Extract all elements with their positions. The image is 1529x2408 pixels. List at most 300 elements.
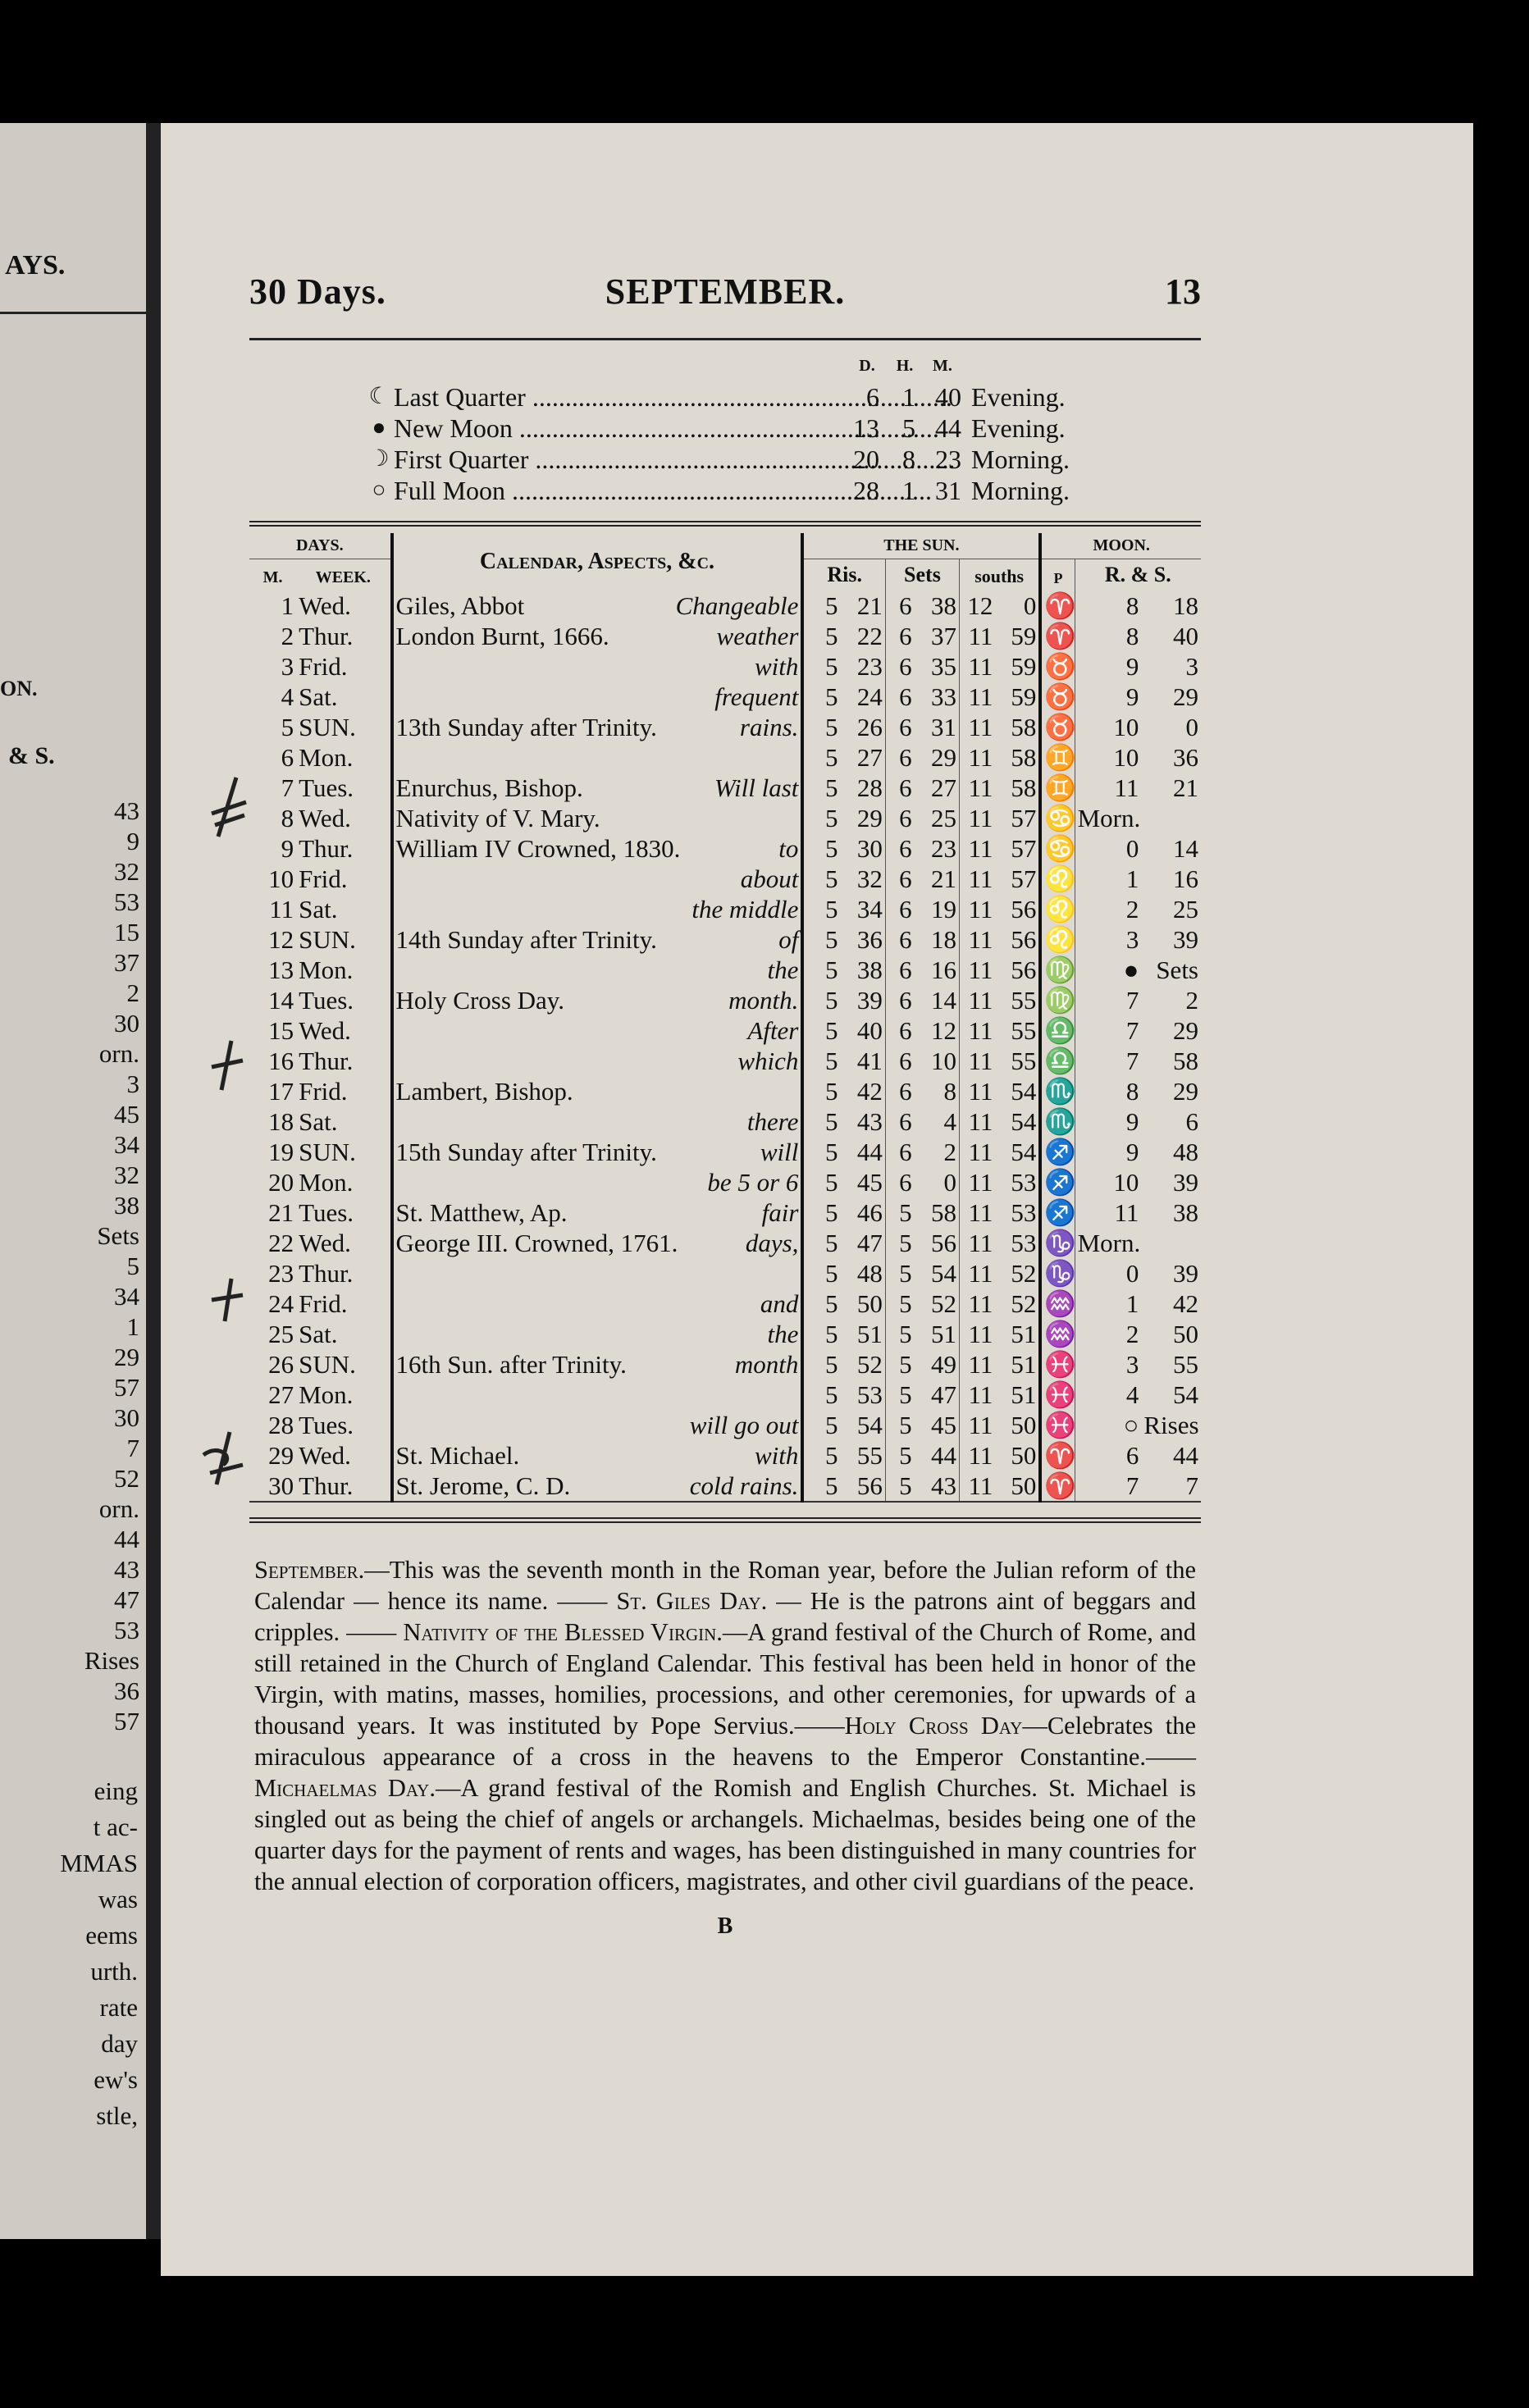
moon-rise-hour: 11 (1075, 773, 1141, 803)
moon-rise-hour: 3 (1075, 1349, 1141, 1380)
sunrise-minute: 28 (856, 773, 883, 802)
sun-souths-minute: 57 (1011, 804, 1037, 832)
sunset-minute: 25 (930, 804, 956, 832)
sunrise-minute: 24 (856, 682, 883, 711)
head-place: P (1040, 559, 1075, 591)
weather-aspect: there (746, 1107, 799, 1136)
weather-aspect: days, (745, 1229, 799, 1257)
sunrise-hour: 5 (802, 712, 840, 742)
sun-souths-minute: 56 (1011, 925, 1037, 954)
moon-rise-minute: 38 (1173, 1198, 1198, 1227)
sunset-minute: 35 (930, 652, 956, 681)
table-row (249, 1471, 1201, 1502)
month-title: SEPTEMBER. (605, 271, 846, 312)
head-moon: MOON. (1040, 533, 1201, 559)
moon-place-sign: ♈ (1040, 621, 1075, 651)
sunrise-hour: 5 (802, 803, 840, 833)
moon-rise-minute: Sets (1156, 955, 1198, 984)
sun-souths-minute: 59 (1011, 652, 1037, 681)
facing-page-cell: orn. (98, 1494, 139, 1523)
sunrise-minute: 47 (856, 1229, 883, 1257)
calendar-entry (392, 682, 636, 712)
sunset-hour: 6 (885, 712, 914, 742)
note-text-1: —This was the seventh month in the Roman year, before the Julian reform of the Calendar — hence its name. —— (254, 1556, 1196, 1615)
sun-souths-minute: 52 (1011, 1259, 1037, 1288)
sun-souths-minute: 56 (1011, 955, 1037, 984)
sunset-minute: 0 (943, 1168, 956, 1197)
phase-name: First Quarter ..... (394, 444, 837, 475)
sun-souths-hour: 11 (959, 955, 995, 985)
head-calendar: Calendar, Aspects, &c. (392, 533, 803, 591)
moon-place-sign: ♏ (1040, 1106, 1075, 1137)
weather-aspect: and (760, 1289, 799, 1318)
calendar-entry (392, 1167, 636, 1197)
sunrise-minute: 30 (856, 834, 883, 863)
bottom-double-rule (249, 1517, 1201, 1523)
weather-aspect (635, 1076, 802, 1106)
double-rule (249, 521, 1201, 527)
phase-hour: 5 (902, 413, 915, 443)
sunrise-minute: 34 (856, 895, 883, 924)
day-of-week: Wed. (299, 1229, 351, 1257)
table-row (249, 924, 1201, 955)
sun-souths-hour: 11 (959, 1471, 995, 1502)
table-row (249, 682, 1201, 712)
moon-place-sign: ♐ (1040, 1167, 1075, 1197)
day-of-week: Tues. (299, 986, 354, 1015)
table-row (249, 1106, 1201, 1137)
day-of-month: 23 (268, 1259, 294, 1288)
moon-rise-hour: 7 (1075, 1046, 1141, 1076)
table-row (249, 651, 1201, 682)
weather-aspect: cold rains. (635, 1471, 802, 1502)
sunset-hour: 6 (885, 682, 914, 712)
sunset-minute: 37 (930, 622, 956, 650)
sunrise-minute: 22 (856, 622, 883, 650)
table-row (249, 894, 1201, 924)
weather-aspect: the (767, 1320, 799, 1348)
sun-souths-hour: 11 (959, 1015, 995, 1046)
sun-souths-hour: 11 (959, 1349, 995, 1380)
facing-page-cell: 34 (114, 1130, 139, 1159)
moon-place-sign: ♓ (1040, 1380, 1075, 1410)
sunset-minute: 56 (930, 1229, 956, 1257)
sun-souths-hour: 11 (959, 1137, 995, 1167)
sunrise-minute: 39 (856, 986, 883, 1015)
phase-time: Morning. (971, 476, 1070, 505)
day-of-week: Mon. (299, 1168, 354, 1197)
sun-souths-hour: 11 (959, 1076, 995, 1106)
sunset-hour: 5 (885, 1228, 914, 1258)
sunrise-minute: 21 (856, 591, 883, 620)
calendar-entry (392, 742, 636, 773)
sunset-minute: 54 (930, 1259, 956, 1288)
sunrise-hour: 5 (802, 1137, 840, 1167)
weather-aspect: to (778, 834, 799, 863)
moon-rise-minute: 29 (1173, 1016, 1198, 1045)
weather-aspect: the (767, 955, 799, 984)
moon-rise-minute (1141, 1228, 1201, 1258)
head-rises: Ris. (802, 559, 885, 591)
table-row (249, 1015, 1201, 1046)
sunrise-hour: 5 (802, 1319, 840, 1349)
moon-place-sign: ♌ (1040, 894, 1075, 924)
moon-place-sign: ♓ (1040, 1349, 1075, 1380)
moon-rise-hour: ● (1075, 955, 1141, 985)
sunrise-minute: 52 (856, 1350, 883, 1379)
moon-rise-hour: Morn. (1075, 1228, 1141, 1258)
sunset-minute: 4 (943, 1107, 956, 1136)
moon-rise-hour: 10 (1075, 742, 1141, 773)
sunrise-hour: 5 (802, 773, 840, 803)
sunset-hour: 5 (885, 1380, 914, 1410)
sun-souths-hour: 11 (959, 1228, 995, 1258)
phase-minute: 44 (935, 413, 961, 443)
sunrise-hour: 5 (802, 894, 840, 924)
day-of-week: SUN. (299, 713, 356, 741)
day-of-month: 14 (268, 986, 294, 1015)
sunrise-minute: 55 (856, 1441, 883, 1470)
head-rises-sets: R. & S. (1075, 559, 1201, 591)
day-of-month: 9 (281, 834, 294, 863)
day-of-month: 4 (281, 682, 294, 711)
calendar-entry: St. Michael. (392, 1440, 636, 1471)
table-row (249, 1137, 1201, 1167)
phase-hour: 1 (902, 382, 915, 412)
sunset-hour: 6 (885, 591, 914, 621)
table-row (249, 1440, 1201, 1471)
sunset-minute: 58 (930, 1198, 956, 1227)
sun-souths-hour: 11 (959, 682, 995, 712)
moon-rise-minute: 55 (1173, 1350, 1198, 1379)
sunrise-minute: 26 (856, 713, 883, 741)
sun-souths-minute: 51 (1011, 1380, 1037, 1409)
day-of-week: Frid. (299, 652, 348, 681)
facing-page-cell: 38 (114, 1191, 139, 1220)
table-row (249, 1228, 1201, 1258)
moon-rise-minute: 39 (1173, 925, 1198, 954)
facing-page-cell: 3 (126, 1069, 139, 1098)
sunrise-minute: 40 (856, 1016, 883, 1045)
facing-page-note-line: stle, (96, 2101, 138, 2130)
sunrise-hour: 5 (802, 591, 840, 621)
phase-time: Evening. (971, 413, 1066, 443)
sunset-minute: 27 (930, 773, 956, 802)
moon-place-sign: ♍ (1040, 985, 1075, 1015)
table-row (249, 1319, 1201, 1349)
pencil-mark-3 (207, 1275, 248, 1325)
facing-page-cell: Sets (97, 1221, 139, 1250)
moon-rise-minute: 44 (1173, 1441, 1198, 1470)
sun-souths-minute: 54 (1011, 1077, 1037, 1106)
phase-time: Morning. (971, 445, 1070, 474)
calendar-entry: St. Jerome, C. D. (392, 1471, 636, 1502)
facing-page-cell: 57 (114, 1707, 139, 1735)
moon-place-sign: ♋ (1040, 803, 1075, 833)
day-of-month: 2 (281, 622, 294, 650)
weather-aspect: which (737, 1047, 799, 1075)
moon-rise-hour: 4 (1075, 1380, 1141, 1410)
head-month-day: M. (249, 559, 296, 591)
day-of-week: Mon. (299, 743, 354, 772)
day-of-week: Sat. (299, 682, 338, 711)
facing-page-cell: 57 (114, 1373, 139, 1402)
moon-rise-hour: 9 (1075, 1137, 1141, 1167)
moon-rise-hour: 8 (1075, 591, 1141, 621)
day-of-month: 30 (249, 1471, 296, 1502)
weather-aspect: weather (716, 622, 799, 650)
moon-rise-minute: 16 (1173, 864, 1198, 893)
moon-place-sign: ♉ (1040, 682, 1075, 712)
sunset-hour: 6 (885, 651, 914, 682)
sunrise-hour: 5 (802, 985, 840, 1015)
sunrise-hour: 5 (802, 621, 840, 651)
sun-souths-hour: 11 (959, 1258, 995, 1288)
table-row (249, 1380, 1201, 1410)
sunset-minute: 10 (930, 1047, 956, 1075)
moon-rise-hour: 0 (1075, 1258, 1141, 1288)
day-of-month: 11 (269, 895, 294, 924)
table-row (249, 803, 1201, 833)
phase-symbol-icon: ☾ (368, 384, 390, 409)
moon-rise-minute: 6 (1185, 1107, 1198, 1136)
sunset-hour: 6 (885, 864, 914, 894)
moon-place-sign: ♏ (1040, 1076, 1075, 1106)
day-of-month: 20 (268, 1168, 294, 1197)
sun-souths-hour: 12 (959, 591, 995, 621)
phase-minute: 23 (935, 445, 961, 474)
sunset-hour: 6 (885, 803, 914, 833)
calendar-entry (392, 1380, 636, 1410)
moon-place-sign: ♑ (1040, 1228, 1075, 1258)
facing-page-cell: 9 (126, 827, 139, 855)
day-of-month: 13 (268, 955, 294, 984)
facing-page-cell: 47 (114, 1585, 139, 1614)
sun-souths-hour: 11 (959, 1197, 995, 1228)
sunrise-minute: 46 (856, 1198, 883, 1227)
moon-place-sign: ♉ (1040, 712, 1075, 742)
table-row (249, 621, 1201, 651)
unit-minutes: M. (933, 357, 952, 375)
moon-place-sign: ♓ (1040, 1410, 1075, 1440)
weather-aspect: month. (728, 986, 799, 1015)
facing-page-cell: 36 (114, 1676, 139, 1705)
note-heading-september: September. (254, 1556, 365, 1584)
moon-rise-minute: 29 (1173, 682, 1198, 711)
sun-souths-hour: 11 (959, 803, 995, 833)
weather-aspect: with (754, 1441, 799, 1470)
table-row (249, 985, 1201, 1015)
sun-souths-minute: 54 (1011, 1138, 1037, 1166)
day-of-month: 12 (268, 925, 294, 954)
head-days: DAYS. (295, 536, 344, 554)
sun-souths-hour: 11 (959, 1167, 995, 1197)
facing-page-cell: 7 (126, 1434, 139, 1462)
day-of-week: Wed. (299, 1441, 351, 1470)
day-of-week: SUN. (299, 925, 356, 954)
sunrise-minute: 51 (856, 1320, 883, 1348)
sunrise-hour: 5 (802, 1076, 840, 1106)
table-row (249, 1167, 1201, 1197)
sunrise-minute: 27 (856, 743, 883, 772)
sun-souths-hour: 11 (959, 894, 995, 924)
day-of-week: Tues. (299, 1411, 354, 1439)
sunset-hour: 6 (885, 894, 914, 924)
weather-aspect: Changeable (675, 591, 799, 620)
sunrise-minute: 29 (856, 804, 883, 832)
moon-place-sign: ♐ (1040, 1197, 1075, 1228)
pencil-mark-1 (203, 771, 253, 845)
sun-souths-hour: 11 (959, 773, 995, 803)
sunset-minute: 43 (915, 1471, 960, 1502)
moon-rise-hour: 0 (1075, 833, 1141, 864)
moon-rise-minute: 2 (1185, 986, 1198, 1015)
calendar-entry: William IV Crowned, 1830. (392, 833, 636, 864)
moon-phases (364, 350, 1201, 506)
table-row (249, 1258, 1201, 1288)
day-of-week: Sat. (299, 1320, 338, 1348)
moon-rise-minute: 39 (1173, 1168, 1198, 1197)
facing-page-cell: 1 (126, 1312, 139, 1341)
moon-place-sign: ♈ (1040, 1471, 1075, 1502)
sunset-minute: 18 (930, 925, 956, 954)
sunset-hour: 5 (885, 1288, 914, 1319)
moon-rise-hour: 1 (1075, 864, 1141, 894)
calendar-table (249, 533, 1201, 1503)
phase-name: New Moon ..... (394, 413, 837, 444)
calendar-entry: Holy Cross Day. (392, 985, 636, 1015)
sunrise-hour: 5 (802, 833, 840, 864)
moon-rise-minute: 3 (1185, 652, 1198, 681)
moon-rise-hour: 7 (1075, 1015, 1141, 1046)
phase-row (364, 381, 1201, 413)
weather-aspect: be 5 or 6 (707, 1168, 799, 1197)
sun-souths-hour: 11 (959, 864, 995, 894)
day-of-month: 8 (281, 804, 294, 832)
moon-rise-minute: 40 (1173, 622, 1198, 650)
sunrise-hour: 5 (802, 682, 840, 712)
moon-place-sign: ♈ (1040, 1440, 1075, 1471)
moon-rise-minute: 36 (1173, 743, 1198, 772)
sunrise-hour: 5 (802, 651, 840, 682)
calendar-entry: London Burnt, 1666. (392, 621, 636, 651)
day-of-week: Sat. (299, 895, 338, 924)
sunrise-hour: 5 (802, 1167, 840, 1197)
sunset-hour: 6 (885, 1167, 914, 1197)
calendar-entry (392, 1046, 636, 1076)
day-of-week: Thur. (299, 1047, 354, 1075)
moon-rise-hour: 9 (1075, 682, 1141, 712)
sun-souths-minute: 51 (1011, 1320, 1037, 1348)
calendar-entry: George III. Crowned, 1761. (392, 1228, 636, 1258)
table-row (249, 1349, 1201, 1380)
table-row (249, 742, 1201, 773)
sunrise-hour: 5 (802, 864, 840, 894)
moon-rise-minute: 39 (1173, 1259, 1198, 1288)
sun-souths-hour: 11 (959, 742, 995, 773)
sunset-minute: 12 (930, 1016, 956, 1045)
day-of-week: Wed. (299, 591, 351, 620)
sunset-hour: 6 (885, 742, 914, 773)
sun-souths-minute: 52 (1011, 1289, 1037, 1318)
note-text-2: — He is the patrons aint of beggars and cripples. —— (254, 1587, 1196, 1646)
sunset-hour: 6 (885, 1076, 914, 1106)
day-of-month: 18 (268, 1107, 294, 1136)
day-of-month: 6 (281, 743, 294, 772)
calendar-entry (392, 1288, 636, 1319)
weather-aspect: will (760, 1138, 799, 1166)
table-row (249, 833, 1201, 864)
sunrise-minute: 50 (856, 1289, 883, 1318)
sunset-hour: 6 (885, 1137, 914, 1167)
calendar-body (249, 591, 1201, 1502)
calendar-entry (392, 864, 636, 894)
calendar-entry (392, 651, 636, 682)
weather-aspect (635, 1380, 802, 1410)
moon-place-sign: ♈ (1040, 591, 1075, 621)
facing-page-rule (0, 312, 146, 314)
phase-day: 28 (853, 476, 879, 505)
moon-place-sign: ♌ (1040, 924, 1075, 955)
sunset-minute: 16 (930, 955, 956, 984)
table-row (249, 1046, 1201, 1076)
moon-rise-minute: 54 (1173, 1380, 1198, 1409)
moon-place-sign: ♒ (1040, 1288, 1075, 1319)
unit-hours: H. (896, 357, 914, 375)
sunset-minute: 51 (930, 1320, 956, 1348)
moon-rise-minute: 25 (1173, 895, 1198, 924)
sunset-hour: 6 (885, 924, 914, 955)
weather-aspect: frequent (714, 682, 799, 711)
book-gutter (146, 123, 161, 2239)
sunset-minute: 45 (930, 1411, 956, 1439)
head-souths: souths (959, 559, 1040, 591)
day-of-week: Wed. (299, 1016, 351, 1045)
phase-hour: 8 (902, 445, 915, 474)
sunrise-minute: 41 (856, 1047, 883, 1075)
facing-page-cell: 44 (114, 1525, 139, 1553)
day-of-week: Frid. (299, 1077, 348, 1106)
moon-place-sign: ♎ (1040, 1046, 1075, 1076)
head-week-day: WEEK. (296, 559, 391, 591)
moon-rise-minute: 58 (1173, 1047, 1198, 1075)
sunset-hour: 6 (885, 1015, 914, 1046)
sunset-hour: 6 (885, 985, 914, 1015)
facing-page-cell: 2 (126, 978, 139, 1007)
moon-rise-minute: 50 (1173, 1320, 1198, 1348)
day-of-month: 1 (281, 591, 294, 620)
moon-rise-hour: 9 (1075, 651, 1141, 682)
day-of-week: Mon. (299, 1380, 354, 1409)
day-of-week: Sat. (299, 1107, 338, 1136)
moon-place-sign: ♋ (1040, 833, 1075, 864)
facing-page-note-line: eems (85, 1921, 138, 1950)
day-of-week: Thur. (299, 622, 354, 650)
sunrise-minute: 43 (856, 1107, 883, 1136)
sunrise-minute: 56 (841, 1471, 886, 1502)
moon-rise-hour: 10 (1075, 1167, 1141, 1197)
sunrise-hour: 5 (802, 1380, 840, 1410)
sun-souths-minute: 58 (1011, 713, 1037, 741)
table-head-row-1 (249, 533, 1201, 559)
sunrise-hour: 5 (802, 1440, 840, 1471)
moon-place-sign: ♒ (1040, 1319, 1075, 1349)
phase-row (364, 444, 1201, 475)
calendar-entry (392, 1410, 636, 1440)
sun-souths-minute: 53 (1011, 1229, 1037, 1257)
moon-rise-hour: 7 (1075, 1471, 1141, 1502)
facing-page-note-line: rate (99, 1993, 138, 2022)
